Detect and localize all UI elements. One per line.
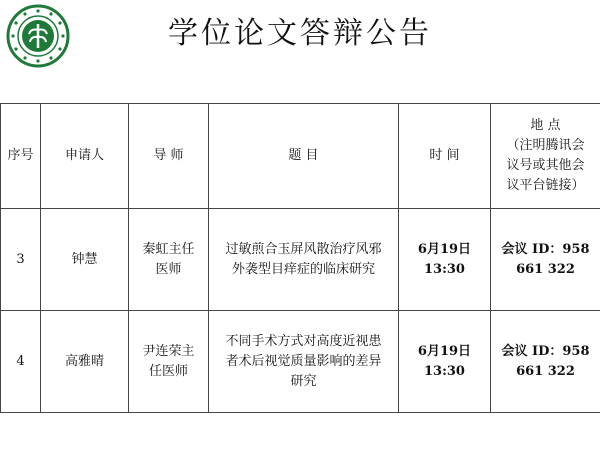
meeting-id-line: 会议 ID：958 [501,241,590,257]
advisor-line: 秦虹主任 [142,241,195,257]
cell-time [399,209,491,311]
header-applicant: 申请人 [41,104,129,209]
time-date: 6月19日 [417,343,472,359]
cell-time [399,311,491,413]
cell-advisor [129,311,209,413]
cell-place [491,311,600,413]
table-header-row [1,104,600,209]
time-date: 6月19日 [417,241,472,257]
header-place [491,104,600,209]
meeting-id-line: 会议 ID：958 [501,343,590,359]
meeting-id-line: 661 322 [516,261,575,277]
header-place-line: 议号或其他会 [506,158,585,173]
cell-applicant: 钟慧 [41,209,129,311]
cell-place [491,209,600,311]
header-place-line: 地 点 [530,118,561,133]
cell-no: 4 [1,311,41,413]
topic-line: 外袭型目痒症的临床研究 [231,261,375,277]
advisor-line: 尹连荣主 [142,343,195,359]
topic-line: 者术后视觉质量影响的差异 [225,353,382,369]
header-time: 时 间 [399,104,491,209]
cell-applicant: 高雅晴 [41,311,129,413]
time-clock: 13:30 [424,363,465,379]
page-title: 学位论文答辩公告 [168,16,432,51]
table-row [1,209,600,311]
advisor-line: 任医师 [148,363,188,379]
topic-line: 研究 [290,373,317,389]
defense-schedule-table [0,103,600,413]
cell-topic [209,311,399,413]
topic-line: 不同手术方式对高度近视患 [225,333,382,349]
cell-advisor [129,209,209,311]
header-topic: 题 目 [209,104,399,209]
table-row [1,311,600,413]
cell-no: 3 [1,209,41,311]
meeting-id-line: 661 322 [516,363,575,379]
advisor-line: 医师 [155,261,182,277]
header-no: 序号 [1,104,41,209]
topic-line: 过敏煎合玉屏风散治疗风邪 [225,241,382,257]
header-advisor: 导 师 [129,104,209,209]
cell-topic [209,209,399,311]
header-place-line: （注明腾讯会 [506,138,585,153]
time-clock: 13:30 [424,261,465,277]
header-place-line: 议平台链接） [506,178,585,193]
